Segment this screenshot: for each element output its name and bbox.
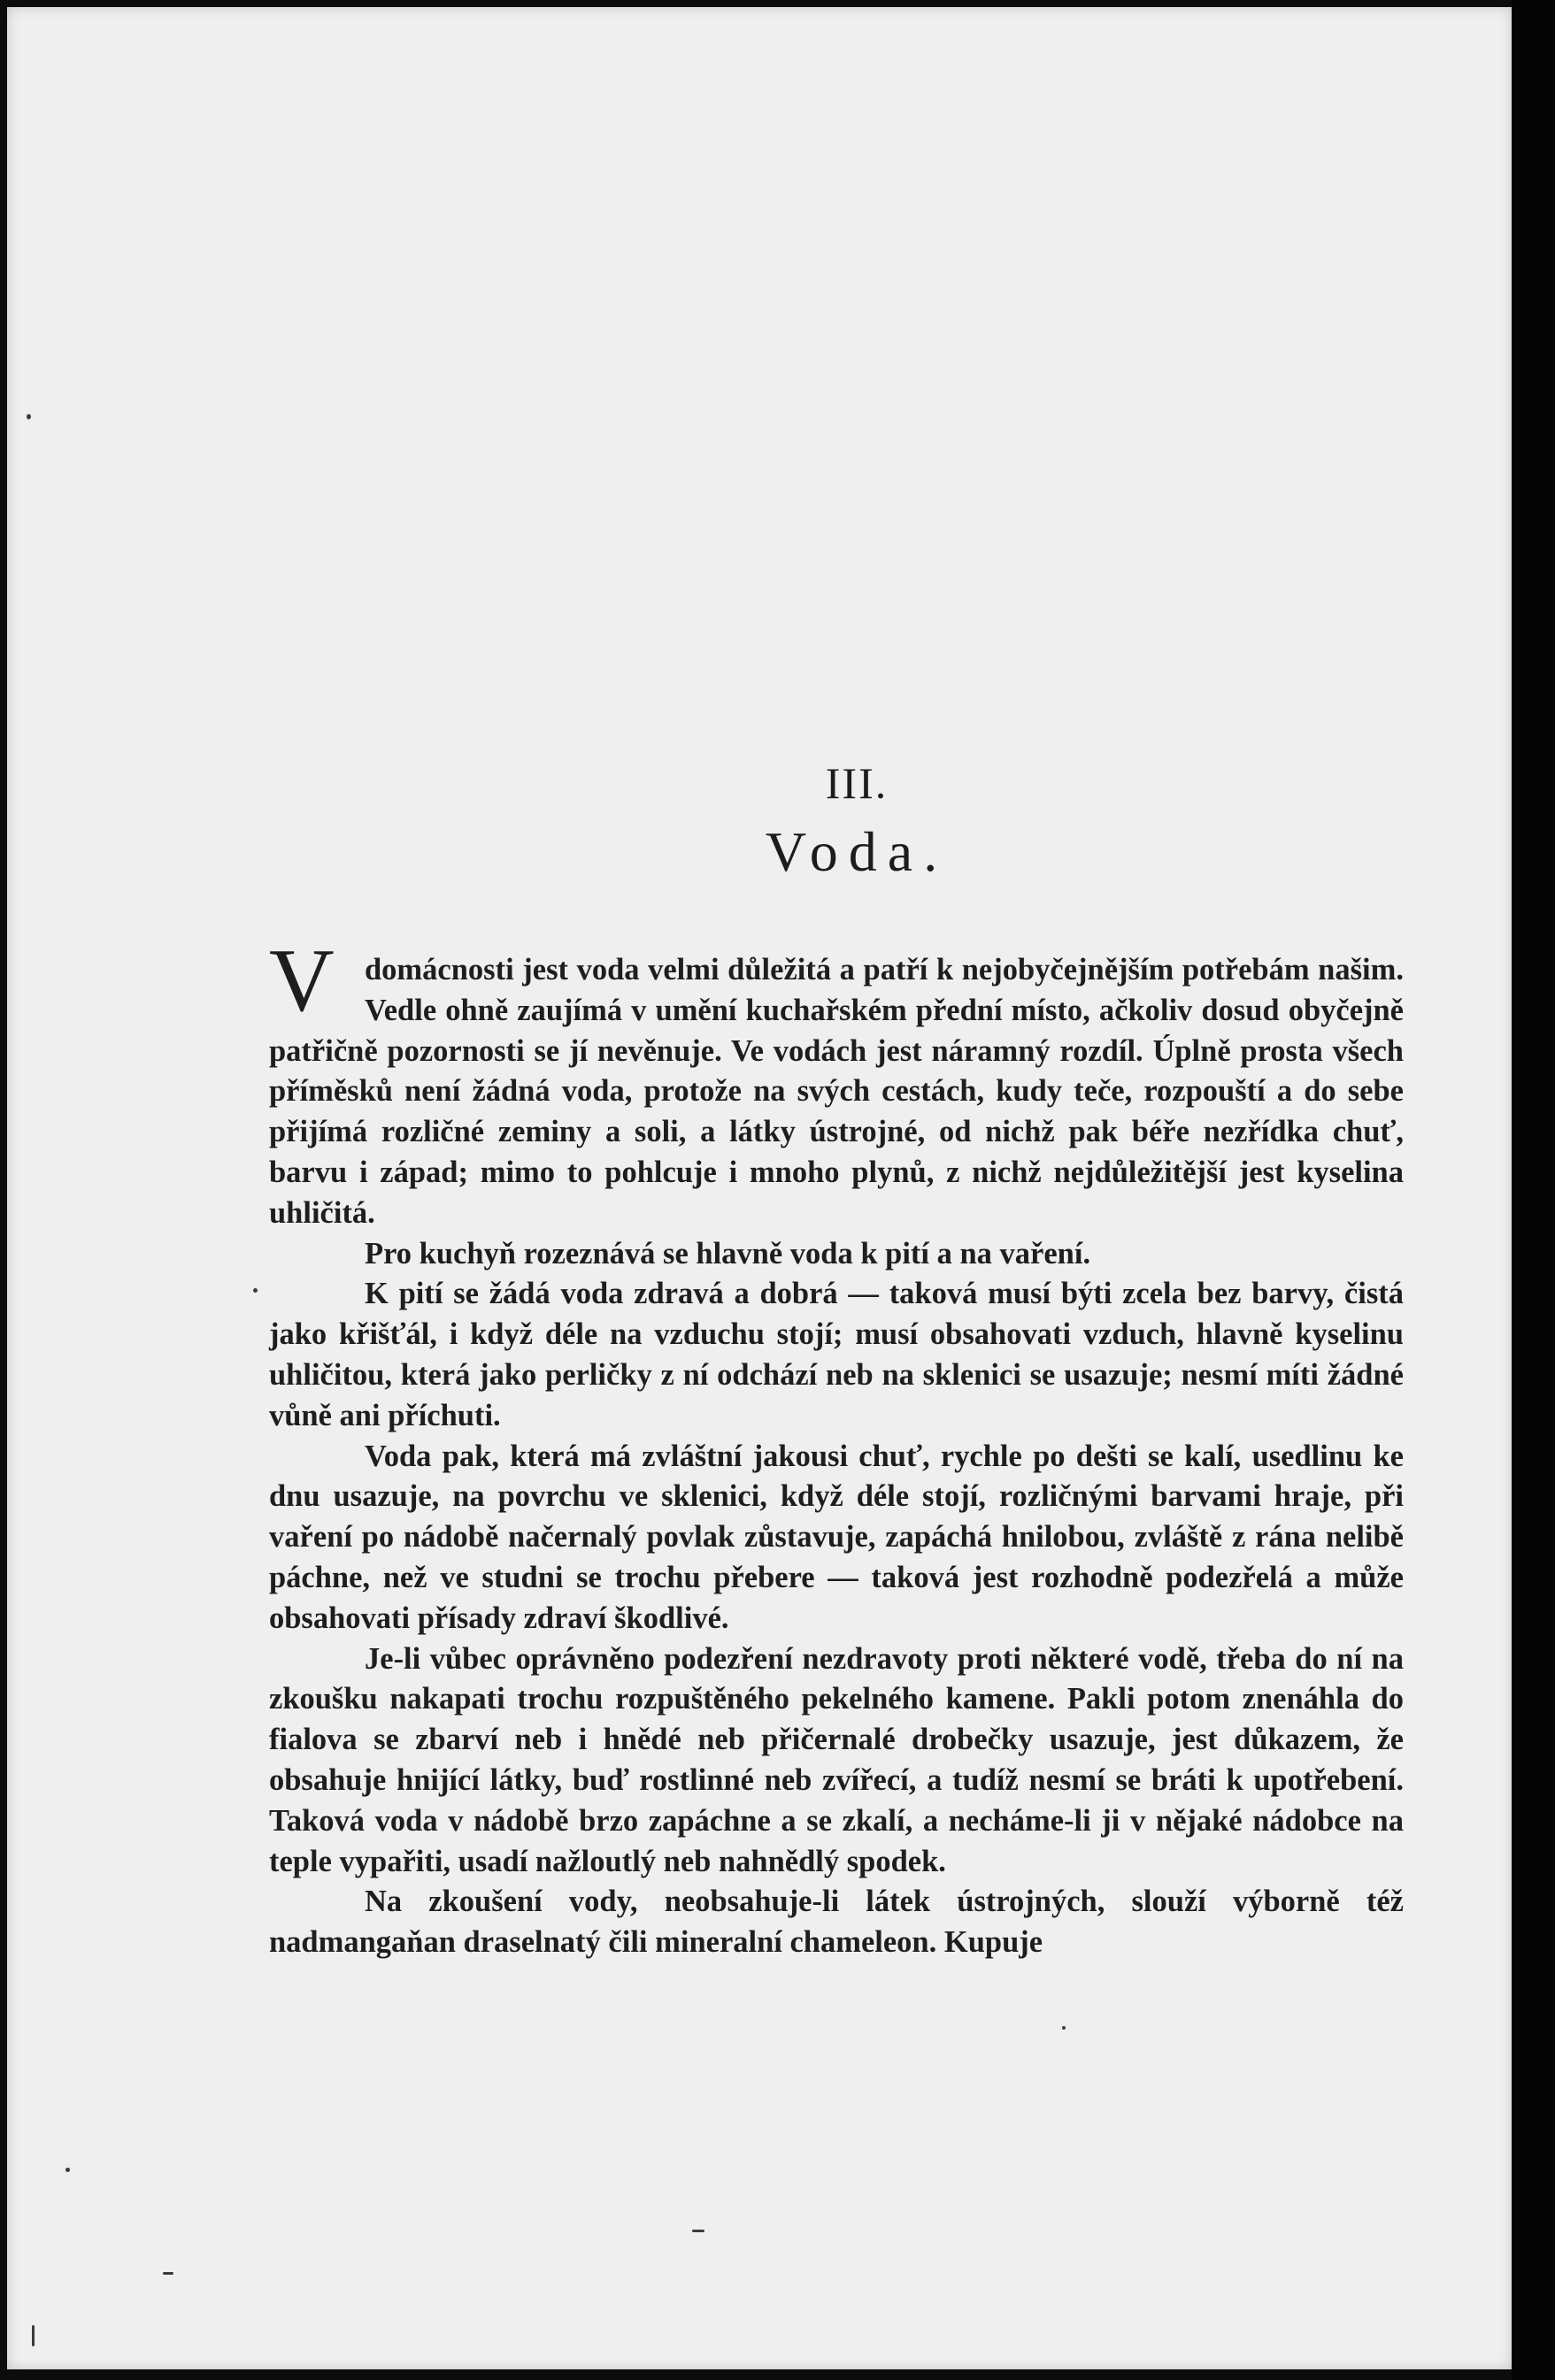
- paper-speck: [1062, 2026, 1066, 2030]
- paper-speck: [27, 414, 31, 419]
- paper-speck: [692, 2230, 704, 2232]
- paper-speck: [32, 2325, 35, 2346]
- chapter-title: Voda.: [765, 820, 949, 883]
- drop-cap: V: [269, 931, 335, 1031]
- paragraph-4: Voda pak, která má zvláštní jakousi chuť, rychle po dešti se kalí, usedlinu ke dnu usazuje, na povrchu ve sklenici, když déle stojí, rozličnými barvami hraje, při vaření po nádobě načernalý povlak zůstavuje, zapáchá hnilobou, zvláště z rána nelibě páchne, než ve studni se trochu přebere — taková jest rozhodně podezřelá a může obsahovati přísady zdraví škodlivé.: [269, 1439, 1404, 1635]
- paragraph-2: Pro kuchyň rozeznává se hlavně voda k pití a na vaření.: [365, 1236, 1091, 1271]
- book-spine-shadow: [1512, 0, 1555, 2380]
- paragraph-6: Na zkoušení vody, neobsahuje-li látek ústrojných, slouží výborně též nadmangaňan draselnatý čili mineralní chameleon. Kupuje: [269, 1885, 1404, 1960]
- paper-speck: [253, 1288, 258, 1293]
- chapter-number: III.: [825, 758, 889, 808]
- paper-speck: [65, 2168, 70, 2172]
- book-page: [7, 7, 1512, 2369]
- paragraph-3: K pití se žádá voda zdravá a dobrá — taková musí býti zcela bez barvy, čistá jako křišťál, i když déle na vzduchu stojí; musí obsahovati vzduch, hlavně kyselinu uhličitou, která jako perličky z ní odchází neb na sklenici se usazuje; nesmí míti žádné vůně ani příchuti.: [269, 1277, 1404, 1432]
- chapter-body: [269, 931, 1404, 1963]
- paragraph-5: Je-li vůbec oprávněno podezření nezdravoty proti některé vodě, třeba do ní na zkoušku nakapati trochu rozpuštěného pekelného kamene. Pakli potom znenáhla do fialova se zbarví neb i hnědé neb přičernalé drobečky usazuje, jest důkazem, že obsahuje hnijící látky, buď rostlinné neb zvířecí, a tudíž nesmí se bráti k upotřebení. Taková voda v nádobě brzo zapáchne a se zkalí, a necháme-li ji v nějaké nádobce na teple vypařiti, usadí nažloutlý neb nahnědlý spodek.: [269, 1641, 1404, 1878]
- paragraph-1: [269, 931, 1404, 1234]
- paragraph-1-text: domácnosti jest voda velmi důležitá a patří k nejobyčejnějším potřebám našim. Vedle ohně zaujímá v umění kuchařském přední místo, ačkoliv dosud obyčejně patřičně pozornosti se jí nevěnuje. Ve vodách jest náramný rozdíl. Úplně prosta všech příměsků není žádná voda, protože na svých cestách, kudy teče, rozpouští a do sebe přijímá rozličné zeminy a soli, a látky ústrojné, od nichž pak béře nezřídka chuť, barvu i západ; mimo to pohlcuje i mnoho plynů, z nichž nejdůležitější jest kyselina uhličitá.: [269, 953, 1404, 1230]
- paper-speck: [163, 2272, 173, 2275]
